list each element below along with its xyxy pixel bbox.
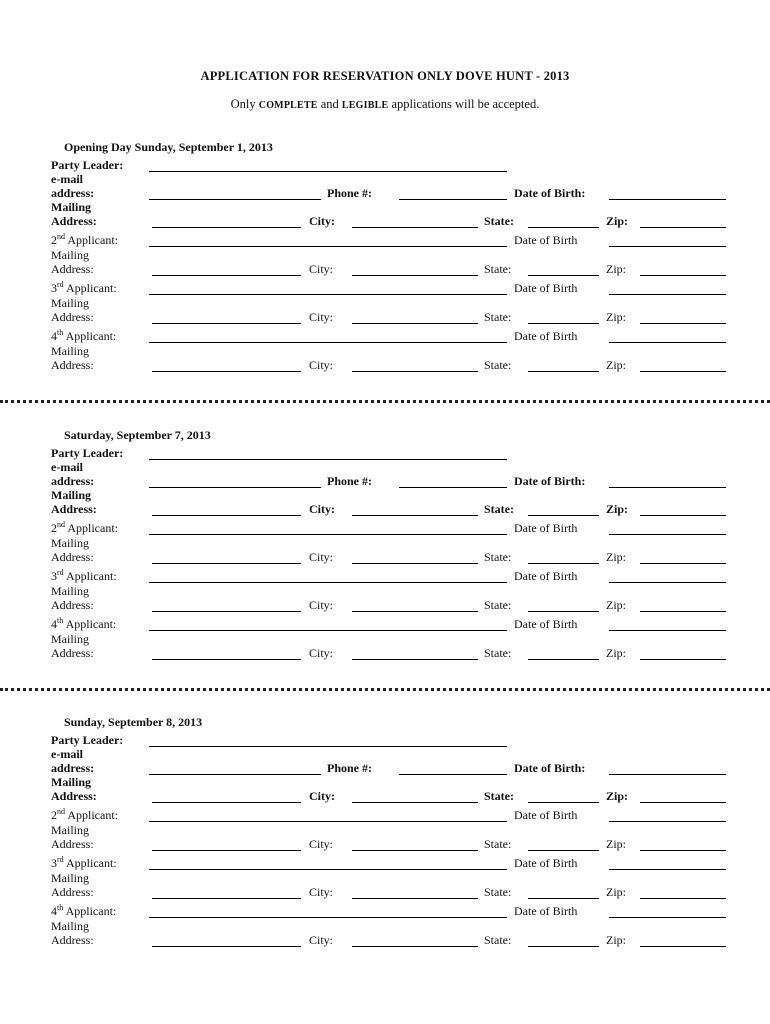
- state-label: State:: [484, 262, 512, 276]
- applicant-2-field[interactable]: [149, 821, 507, 822]
- city-field[interactable]: [352, 323, 478, 324]
- applicant-4-field[interactable]: [149, 342, 507, 343]
- applicant-2-dob-field[interactable]: [609, 821, 726, 822]
- applicant-4-dob-label: Date of Birth: [514, 329, 578, 343]
- applicant-2-label: 2nd Applicant:: [51, 232, 118, 247]
- state-label: State:: [484, 837, 512, 851]
- applicant-4-dob-label: Date of Birth: [514, 904, 578, 918]
- applicant-2-dob-label: Date of Birth: [514, 233, 578, 247]
- applicant-3-label: 3rd Applicant:: [51, 280, 117, 295]
- city-label: City:: [309, 598, 334, 612]
- section-heading: Sunday, September 8, 2013: [64, 715, 203, 729]
- state-label: State:: [484, 310, 512, 324]
- date-section-2: [0, 428, 770, 668]
- applicant-3-dob-label: Date of Birth: [514, 856, 578, 870]
- state-field[interactable]: [528, 850, 599, 851]
- email-label-2: address:: [51, 761, 95, 775]
- notice-text-1: Only: [230, 97, 259, 111]
- applicant-3-field[interactable]: [149, 294, 507, 295]
- mailing-label: Mailing: [51, 536, 89, 550]
- zip-field[interactable]: [640, 371, 726, 372]
- section-heading: Saturday, September 7, 2013: [64, 428, 211, 442]
- leader-dob-field[interactable]: [609, 487, 726, 488]
- address-field[interactable]: [152, 802, 301, 803]
- city-label: City:: [309, 550, 334, 564]
- mailing-label: Mailing: [51, 823, 89, 837]
- applicant-4-dob-field[interactable]: [609, 917, 726, 918]
- address-label: Address:: [51, 837, 94, 851]
- zip-label: Zip:: [606, 933, 626, 947]
- city-label: City:: [309, 837, 334, 851]
- city-label: City:: [309, 214, 335, 228]
- city-field[interactable]: [352, 659, 478, 660]
- zip-label: Zip:: [606, 214, 629, 228]
- address-field[interactable]: [152, 515, 301, 516]
- state-field[interactable]: [528, 946, 599, 947]
- party-leader-label: Party Leader:: [51, 446, 124, 460]
- phone-field[interactable]: [399, 774, 507, 775]
- date-section-3: [0, 715, 770, 955]
- applicant-3-label: 3rd Applicant:: [51, 568, 117, 583]
- phone-label: Phone #:: [327, 761, 372, 775]
- state-label: State:: [484, 502, 514, 516]
- city-label: City:: [309, 789, 335, 803]
- email-label: e-mail: [51, 747, 83, 761]
- state-label: State:: [484, 550, 512, 564]
- mailing-label: Mailing: [51, 488, 92, 502]
- address-label: Address:: [51, 262, 94, 276]
- address-label: Address:: [51, 502, 97, 516]
- email-label-2: address:: [51, 474, 95, 488]
- state-label: State:: [484, 933, 512, 947]
- applicant-4-field[interactable]: [149, 630, 507, 631]
- email-field[interactable]: [149, 774, 321, 775]
- applicant-4-label: 4th Applicant:: [51, 616, 117, 631]
- address-label: Address:: [51, 358, 94, 372]
- mailing-label: Mailing: [51, 200, 92, 214]
- phone-field[interactable]: [399, 199, 507, 200]
- applicant-4-dob-field[interactable]: [609, 342, 726, 343]
- applicant-3-label: 3rd Applicant:: [51, 855, 117, 870]
- party-leader-label: Party Leader:: [51, 733, 124, 747]
- email-field[interactable]: [149, 199, 321, 200]
- address-label: Address:: [51, 933, 94, 947]
- notice-word-complete: COMPLETE: [258, 100, 318, 111]
- city-field[interactable]: [352, 563, 478, 564]
- section-divider: [0, 688, 770, 691]
- zip-field[interactable]: [640, 563, 726, 564]
- mailing-label: Mailing: [51, 871, 89, 885]
- address-field[interactable]: [152, 323, 301, 324]
- zip-field[interactable]: [640, 275, 726, 276]
- notice-word-legible: LEGIBLE: [341, 100, 389, 111]
- city-field[interactable]: [352, 850, 478, 851]
- email-label: e-mail: [51, 460, 83, 474]
- zip-label: Zip:: [606, 358, 626, 372]
- applicant-2-dob-field[interactable]: [609, 246, 726, 247]
- leader-dob-field[interactable]: [609, 774, 726, 775]
- zip-field[interactable]: [640, 946, 726, 947]
- zip-field[interactable]: [640, 898, 726, 899]
- applicant-4-label: 4th Applicant:: [51, 903, 117, 918]
- notice-text-2: and: [317, 97, 342, 111]
- mailing-label: Mailing: [51, 296, 89, 310]
- zip-label: Zip:: [606, 646, 626, 660]
- address-field[interactable]: [152, 227, 301, 228]
- zip-label: Zip:: [606, 502, 629, 516]
- phone-label: Phone #:: [327, 186, 372, 200]
- applicant-4-dob-label: Date of Birth: [514, 617, 578, 631]
- mailing-label: Mailing: [51, 632, 89, 646]
- city-field[interactable]: [352, 898, 478, 899]
- email-label: e-mail: [51, 172, 83, 186]
- form-notice: [0, 97, 770, 112]
- zip-label: Zip:: [606, 550, 626, 564]
- state-label: State:: [484, 646, 512, 660]
- phone-field[interactable]: [399, 487, 507, 488]
- address-field[interactable]: [152, 563, 301, 564]
- applicant-2-label: 2nd Applicant:: [51, 807, 118, 822]
- zip-label: Zip:: [606, 885, 626, 899]
- zip-field[interactable]: [640, 850, 726, 851]
- address-label: Address:: [51, 885, 94, 899]
- party-leader-field[interactable]: [149, 746, 507, 747]
- city-label: City:: [309, 358, 334, 372]
- email-field[interactable]: [149, 487, 321, 488]
- mailing-label: Mailing: [51, 775, 92, 789]
- zip-field[interactable]: [640, 611, 726, 612]
- address-label: Address:: [51, 550, 94, 564]
- zip-field[interactable]: [640, 659, 726, 660]
- zip-label: Zip:: [606, 837, 626, 851]
- section-heading: Opening Day Sunday, September 1, 2013: [64, 140, 273, 154]
- state-field[interactable]: [528, 275, 599, 276]
- address-field[interactable]: [152, 898, 301, 899]
- mailing-label: Mailing: [51, 584, 89, 598]
- city-label: City:: [309, 885, 334, 899]
- address-field[interactable]: [152, 371, 301, 372]
- state-field[interactable]: [528, 802, 599, 803]
- applicant-4-dob-field[interactable]: [609, 630, 726, 631]
- state-field[interactable]: [528, 371, 599, 372]
- state-field[interactable]: [528, 611, 599, 612]
- zip-field[interactable]: [640, 323, 726, 324]
- state-field[interactable]: [528, 515, 599, 516]
- city-field[interactable]: [352, 802, 478, 803]
- mailing-label: Mailing: [51, 344, 89, 358]
- applicant-3-dob-label: Date of Birth: [514, 569, 578, 583]
- address-field[interactable]: [152, 275, 301, 276]
- applicant-2-field[interactable]: [149, 534, 507, 535]
- phone-label: Phone #:: [327, 474, 372, 488]
- state-field[interactable]: [528, 659, 599, 660]
- zip-label: Zip:: [606, 262, 626, 276]
- city-field[interactable]: [352, 946, 478, 947]
- party-leader-field[interactable]: [149, 459, 507, 460]
- city-field[interactable]: [352, 371, 478, 372]
- applicant-4-label: 4th Applicant:: [51, 328, 117, 343]
- zip-field[interactable]: [640, 227, 726, 228]
- address-field[interactable]: [152, 946, 301, 947]
- state-field[interactable]: [528, 323, 599, 324]
- zip-label: Zip:: [606, 598, 626, 612]
- leader-dob-label: Date of Birth:: [514, 474, 586, 488]
- applicant-3-dob-field[interactable]: [609, 582, 726, 583]
- applicant-3-field[interactable]: [149, 582, 507, 583]
- applicant-2-dob-label: Date of Birth: [514, 521, 578, 535]
- city-label: City:: [309, 502, 335, 516]
- state-label: State:: [484, 885, 512, 899]
- zip-label: Zip:: [606, 310, 626, 324]
- applicant-3-field[interactable]: [149, 869, 507, 870]
- address-label: Address:: [51, 214, 97, 228]
- zip-label: Zip:: [606, 789, 629, 803]
- address-label: Address:: [51, 598, 94, 612]
- applicant-3-dob-field[interactable]: [609, 294, 726, 295]
- address-label: Address:: [51, 310, 94, 324]
- leader-dob-label: Date of Birth:: [514, 761, 586, 775]
- leader-dob-label: Date of Birth:: [514, 186, 586, 200]
- applicant-2-label: 2nd Applicant:: [51, 520, 118, 535]
- state-label: State:: [484, 789, 514, 803]
- party-leader-field[interactable]: [149, 171, 507, 172]
- city-label: City:: [309, 310, 334, 324]
- date-section-1: [0, 140, 770, 380]
- city-field[interactable]: [352, 515, 478, 516]
- city-label: City:: [309, 646, 334, 660]
- party-leader-label: Party Leader:: [51, 158, 124, 172]
- address-label: Address:: [51, 646, 94, 660]
- address-field[interactable]: [152, 611, 301, 612]
- address-label: Address:: [51, 789, 97, 803]
- form-title: APPLICATION FOR RESERVATION ONLY DOVE HUNT - 2013: [200, 69, 570, 83]
- state-label: State:: [484, 214, 514, 228]
- applicant-4-field[interactable]: [149, 917, 507, 918]
- state-label: State:: [484, 598, 512, 612]
- city-label: City:: [309, 262, 334, 276]
- address-field[interactable]: [152, 850, 301, 851]
- applicant-2-dob-field[interactable]: [609, 534, 726, 535]
- applicant-2-dob-label: Date of Birth: [514, 808, 578, 822]
- city-field[interactable]: [352, 227, 478, 228]
- applicant-3-dob-field[interactable]: [609, 869, 726, 870]
- state-label: State:: [484, 358, 512, 372]
- city-field[interactable]: [352, 275, 478, 276]
- city-field[interactable]: [352, 611, 478, 612]
- zip-field[interactable]: [640, 802, 726, 803]
- mailing-label: Mailing: [51, 919, 89, 933]
- email-label-2: address:: [51, 186, 95, 200]
- state-field[interactable]: [528, 898, 599, 899]
- applicant-2-field[interactable]: [149, 246, 507, 247]
- mailing-label: Mailing: [51, 248, 89, 262]
- notice-text-3: applications will be accepted.: [388, 97, 540, 111]
- state-field[interactable]: [528, 227, 599, 228]
- applicant-3-dob-label: Date of Birth: [514, 281, 578, 295]
- address-field[interactable]: [152, 659, 301, 660]
- leader-dob-field[interactable]: [609, 199, 726, 200]
- zip-field[interactable]: [640, 515, 726, 516]
- state-field[interactable]: [528, 563, 599, 564]
- section-divider: [0, 400, 770, 403]
- city-label: City:: [309, 933, 334, 947]
